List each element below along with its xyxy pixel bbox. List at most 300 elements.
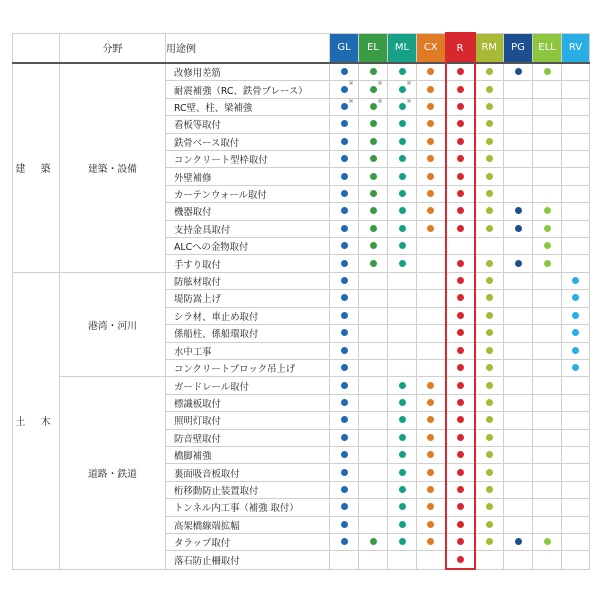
- mark-cell-ml: [388, 63, 417, 81]
- applicable-dot-icon: [341, 260, 348, 267]
- mark-cell-cx: [417, 185, 446, 202]
- mark-cell-rv: [562, 377, 590, 394]
- applicable-dot-icon: [341, 155, 348, 162]
- mark-cell-rm: [475, 151, 504, 168]
- usage-cell: 桁移動防止装置取付: [166, 481, 330, 498]
- applicable-dot-icon: [370, 190, 377, 197]
- mark-cell-rm: [475, 325, 504, 342]
- applicable-dot-icon: [486, 521, 493, 528]
- mark-cell-pg: [504, 412, 533, 429]
- mark-cell-el: [359, 325, 388, 342]
- usage-cell: 支持金具取付: [166, 220, 330, 237]
- mark-cell-el: [359, 342, 388, 359]
- usage-cell: 改修用差筋: [166, 63, 330, 81]
- applicable-dot-icon: [457, 538, 464, 545]
- applicable-dot-icon: [457, 416, 464, 423]
- mark-cell-pg: [504, 238, 533, 255]
- applicable-dot-icon: [399, 173, 406, 180]
- mark-cell-rv: [562, 412, 590, 429]
- applicable-dot-icon: [399, 155, 406, 162]
- applicable-dot-icon: [486, 382, 493, 389]
- applicable-dot-icon: [515, 538, 522, 545]
- header-category: [13, 33, 60, 63]
- mark-cell-rv: [562, 185, 590, 202]
- mark-cell-cx: [417, 203, 446, 220]
- mark-cell-rv: [562, 151, 590, 168]
- mark-cell-ell: [533, 394, 562, 411]
- mark-cell-ell: [533, 220, 562, 237]
- applicable-dot-icon: [341, 521, 348, 528]
- applicable-dot-icon: [370, 207, 377, 214]
- usage-cell: トンネル内工事（補強 取付）: [166, 499, 330, 516]
- mark-cell-ell: [533, 412, 562, 429]
- mark-cell-pg: [504, 116, 533, 133]
- mark-cell-el: [359, 220, 388, 237]
- mark-cell-r: [446, 307, 475, 324]
- applicable-dot-icon: [457, 173, 464, 180]
- mark-cell-rm: [475, 290, 504, 307]
- usage-cell: 外壁補修: [166, 168, 330, 185]
- applicable-dot-icon: [486, 469, 493, 476]
- mark-cell-gl: [330, 551, 359, 569]
- applicable-dot-icon: [399, 120, 406, 127]
- applicable-dot-icon: [486, 434, 493, 441]
- mark-cell-r: [446, 429, 475, 446]
- mark-cell-cx: [417, 290, 446, 307]
- usage-cell: 標識板取付: [166, 394, 330, 411]
- mark-cell-ell: [533, 342, 562, 359]
- usage-cell: 水中工事: [166, 342, 330, 359]
- applicable-dot-icon: [486, 347, 493, 354]
- mark-cell-cx: [417, 272, 446, 289]
- mark-cell-cx: [417, 325, 446, 342]
- applicable-dot-icon: [427, 190, 434, 197]
- applicable-dot-icon: [572, 329, 579, 336]
- applicable-dot-icon: [572, 364, 579, 371]
- mark-cell-ell: [533, 533, 562, 550]
- mark-cell-ml: [388, 446, 417, 463]
- mark-cell-gl: [330, 499, 359, 516]
- mark-cell-el: [359, 359, 388, 376]
- mark-cell-rm: [475, 63, 504, 81]
- usage-matrix-table: [12, 32, 590, 570]
- applicable-dot-icon: [457, 382, 464, 389]
- mark-cell-rm: [475, 499, 504, 516]
- mark-cell-pg: [504, 81, 533, 98]
- usage-cell: 防音壁取付: [166, 429, 330, 446]
- mark-cell-ell: [533, 481, 562, 498]
- usage-cell: RC壁、柱、梁補強: [166, 98, 330, 115]
- mark-cell-rv: [562, 499, 590, 516]
- mark-cell-gl: [330, 255, 359, 272]
- applicable-dot-icon: [370, 155, 377, 162]
- mark-cell-cx: [417, 81, 446, 98]
- applicable-dot-icon: [486, 120, 493, 127]
- applicable-dot-icon: [341, 120, 348, 127]
- mark-cell-r: [446, 81, 475, 98]
- mark-cell-rm: [475, 429, 504, 446]
- mark-cell-ml: [388, 464, 417, 481]
- applicable-dot-icon: [399, 190, 406, 197]
- mark-cell-gl: [330, 481, 359, 498]
- applicable-dot-icon: [399, 521, 406, 528]
- mark-cell-el: [359, 238, 388, 255]
- mark-cell-rm: [475, 220, 504, 237]
- table-row: [13, 272, 590, 289]
- applicable-dot-icon: [427, 399, 434, 406]
- mark-cell-ml: [388, 98, 417, 115]
- applicable-dot-icon: [399, 434, 406, 441]
- applicable-dot-icon: [457, 190, 464, 197]
- mark-cell-ml: [388, 551, 417, 569]
- mark-cell-ml: [388, 151, 417, 168]
- applicable-dot-icon: [457, 521, 464, 528]
- mark-cell-ml: [388, 255, 417, 272]
- applicable-dot-icon: [486, 207, 493, 214]
- mark-cell-el: [359, 203, 388, 220]
- mark-cell-gl: [330, 359, 359, 376]
- applicable-dot-icon: [486, 486, 493, 493]
- applicable-dot-icon: [341, 294, 348, 301]
- mark-cell-rv: [562, 464, 590, 481]
- mark-cell-ml: [388, 203, 417, 220]
- mark-cell-ml: [388, 81, 417, 98]
- mark-cell-el: [359, 98, 388, 115]
- header-field: 分野: [60, 33, 166, 63]
- applicable-dot-icon: [457, 347, 464, 354]
- applicable-dot-icon: [486, 451, 493, 458]
- mark-cell-gl: [330, 168, 359, 185]
- mark-cell-el: [359, 516, 388, 533]
- mark-cell-r: [446, 359, 475, 376]
- applicable-dot-icon: [427, 225, 434, 232]
- applicable-dot-icon: [341, 486, 348, 493]
- mark-cell-r: [446, 63, 475, 81]
- mark-cell-rm: [475, 377, 504, 394]
- applicable-dot-icon: [486, 225, 493, 232]
- mark-cell-r: [446, 220, 475, 237]
- mark-cell-ml: [388, 238, 417, 255]
- applicable-dot-icon: [370, 242, 377, 249]
- applicable-dot-icon: [341, 277, 348, 284]
- mark-cell-gl: [330, 98, 359, 115]
- applicable-dot-icon: [457, 155, 464, 162]
- applicable-dot-icon: [457, 556, 464, 563]
- applicable-dot-icon: [486, 155, 493, 162]
- applicable-dot-icon: [341, 190, 348, 197]
- applicable-dot-icon: [427, 521, 434, 528]
- mark-cell-gl: [330, 307, 359, 324]
- usage-cell: 落石防止柵取付: [166, 551, 330, 569]
- applicable-dot-icon: [457, 503, 464, 510]
- applicable-dot-icon: [341, 434, 348, 441]
- applicable-dot-icon: [457, 225, 464, 232]
- mark-cell-r: [446, 116, 475, 133]
- mark-cell-cx: [417, 481, 446, 498]
- code-header-r: R: [446, 33, 475, 63]
- applicable-dot-icon: [486, 294, 493, 301]
- mark-cell-rm: [475, 238, 504, 255]
- mark-cell-pg: [504, 98, 533, 115]
- applicable-dot-icon: [341, 416, 348, 423]
- mark-cell-ell: [533, 446, 562, 463]
- mark-cell-pg: [504, 394, 533, 411]
- applicable-dot-icon: [427, 451, 434, 458]
- applicable-dot-icon: [399, 416, 406, 423]
- applicable-dot-icon: [399, 503, 406, 510]
- applicable-dot-icon: [341, 329, 348, 336]
- mark-cell-ell: [533, 116, 562, 133]
- mark-cell-pg: [504, 255, 533, 272]
- applicable-dot-icon: [341, 347, 348, 354]
- mark-cell-rv: [562, 255, 590, 272]
- applicable-dot-icon: [486, 103, 493, 110]
- mark-cell-el: [359, 255, 388, 272]
- mark-cell-pg: [504, 307, 533, 324]
- usage-cell: 防舷材取付: [166, 272, 330, 289]
- mark-cell-ml: [388, 290, 417, 307]
- usage-cell: コンクリート型枠取付: [166, 151, 330, 168]
- field-cell: 港湾・河川: [60, 272, 166, 376]
- mark-cell-ell: [533, 151, 562, 168]
- mark-cell-ell: [533, 359, 562, 376]
- applicable-dot-icon: [399, 86, 406, 93]
- mark-cell-pg: [504, 359, 533, 376]
- mark-cell-r: [446, 394, 475, 411]
- mark-cell-rv: [562, 203, 590, 220]
- asterisk-note: ※: [348, 80, 354, 88]
- applicable-dot-icon: [457, 207, 464, 214]
- applicable-dot-icon: [457, 86, 464, 93]
- mark-cell-r: [446, 203, 475, 220]
- applicable-dot-icon: [341, 225, 348, 232]
- applicable-dot-icon: [399, 138, 406, 145]
- mark-cell-el: [359, 377, 388, 394]
- applicable-dot-icon: [427, 138, 434, 145]
- mark-cell-cx: [417, 412, 446, 429]
- mark-cell-pg: [504, 446, 533, 463]
- mark-cell-cx: [417, 238, 446, 255]
- applicable-dot-icon: [399, 225, 406, 232]
- usage-cell: 橋脚補強: [166, 446, 330, 463]
- usage-cell: 高架橋線端拡幅: [166, 516, 330, 533]
- mark-cell-r: [446, 98, 475, 115]
- usage-cell: カーテンウォール取付: [166, 185, 330, 202]
- applicable-dot-icon: [515, 68, 522, 75]
- applicable-dot-icon: [457, 364, 464, 371]
- mark-cell-rm: [475, 394, 504, 411]
- mark-cell-rm: [475, 481, 504, 498]
- mark-cell-rm: [475, 464, 504, 481]
- applicable-dot-icon: [370, 138, 377, 145]
- applicable-dot-icon: [486, 173, 493, 180]
- mark-cell-ml: [388, 499, 417, 516]
- mark-cell-el: [359, 551, 388, 569]
- mark-cell-ell: [533, 290, 562, 307]
- mark-cell-rv: [562, 81, 590, 98]
- mark-cell-gl: [330, 185, 359, 202]
- mark-cell-cx: [417, 394, 446, 411]
- mark-cell-rm: [475, 168, 504, 185]
- applicable-dot-icon: [457, 68, 464, 75]
- usage-cell: 係船柱、係船環取付: [166, 325, 330, 342]
- applicable-dot-icon: [515, 225, 522, 232]
- mark-cell-el: [359, 151, 388, 168]
- mark-cell-el: [359, 116, 388, 133]
- mark-cell-r: [446, 290, 475, 307]
- applicable-dot-icon: [457, 469, 464, 476]
- mark-cell-pg: [504, 133, 533, 150]
- mark-cell-ml: [388, 342, 417, 359]
- mark-cell-cx: [417, 359, 446, 376]
- applicable-dot-icon: [427, 155, 434, 162]
- mark-cell-rv: [562, 481, 590, 498]
- applicable-dot-icon: [370, 103, 377, 110]
- mark-cell-rv: [562, 238, 590, 255]
- mark-cell-pg: [504, 429, 533, 446]
- mark-cell-rv: [562, 133, 590, 150]
- applicable-dot-icon: [486, 312, 493, 319]
- category-cell: 建 築: [13, 63, 60, 272]
- applicable-dot-icon: [399, 382, 406, 389]
- mark-cell-pg: [504, 342, 533, 359]
- mark-cell-ell: [533, 81, 562, 98]
- applicable-dot-icon: [341, 364, 348, 371]
- applicable-dot-icon: [515, 207, 522, 214]
- mark-cell-el: [359, 272, 388, 289]
- mark-cell-ml: [388, 533, 417, 550]
- applicable-dot-icon: [341, 538, 348, 545]
- mark-cell-gl: [330, 238, 359, 255]
- applicable-dot-icon: [341, 503, 348, 510]
- mark-cell-cx: [417, 151, 446, 168]
- mark-cell-el: [359, 499, 388, 516]
- applicable-dot-icon: [399, 242, 406, 249]
- mark-cell-gl: [330, 290, 359, 307]
- mark-cell-el: [359, 133, 388, 150]
- mark-cell-cx: [417, 307, 446, 324]
- mark-cell-ell: [533, 429, 562, 446]
- mark-cell-rm: [475, 81, 504, 98]
- code-header-cx: CX: [417, 33, 446, 63]
- mark-cell-pg: [504, 516, 533, 533]
- applicable-dot-icon: [427, 86, 434, 93]
- applicable-dot-icon: [457, 434, 464, 441]
- applicable-dot-icon: [486, 399, 493, 406]
- header-row: [13, 33, 590, 63]
- mark-cell-cx: [417, 220, 446, 237]
- mark-cell-pg: [504, 272, 533, 289]
- mark-cell-r: [446, 516, 475, 533]
- code-header-el: EL: [359, 33, 388, 63]
- applicable-dot-icon: [572, 312, 579, 319]
- applicable-dot-icon: [486, 329, 493, 336]
- mark-cell-ell: [533, 272, 562, 289]
- usage-cell: ガードレール取付: [166, 377, 330, 394]
- applicable-dot-icon: [457, 486, 464, 493]
- applicable-dot-icon: [544, 538, 551, 545]
- mark-cell-ell: [533, 377, 562, 394]
- applicable-dot-icon: [370, 86, 377, 93]
- mark-cell-rv: [562, 394, 590, 411]
- mark-cell-rm: [475, 446, 504, 463]
- mark-cell-r: [446, 464, 475, 481]
- mark-cell-ml: [388, 359, 417, 376]
- usage-cell: コンクリートブロック吊上げ: [166, 359, 330, 376]
- mark-cell-ml: [388, 481, 417, 498]
- mark-cell-cx: [417, 464, 446, 481]
- mark-cell-rv: [562, 290, 590, 307]
- usage-cell: タラップ取付: [166, 533, 330, 550]
- applicable-dot-icon: [457, 120, 464, 127]
- usage-cell: シラ材、車止め取付: [166, 307, 330, 324]
- mark-cell-ml: [388, 429, 417, 446]
- mark-cell-rm: [475, 116, 504, 133]
- usage-cell: 機器取付: [166, 203, 330, 220]
- mark-cell-ml: [388, 272, 417, 289]
- applicable-dot-icon: [457, 103, 464, 110]
- applicable-dot-icon: [370, 260, 377, 267]
- applicable-dot-icon: [486, 538, 493, 545]
- mark-cell-rv: [562, 429, 590, 446]
- applicable-dot-icon: [341, 242, 348, 249]
- applicable-dot-icon: [427, 173, 434, 180]
- mark-cell-el: [359, 394, 388, 411]
- mark-cell-r: [446, 533, 475, 550]
- mark-cell-gl: [330, 429, 359, 446]
- usage-cell: 照明灯取付: [166, 412, 330, 429]
- mark-cell-ell: [533, 63, 562, 81]
- mark-cell-cx: [417, 551, 446, 569]
- mark-cell-gl: [330, 377, 359, 394]
- field-cell: 建築・設備: [60, 63, 166, 272]
- mark-cell-ml: [388, 220, 417, 237]
- applicable-dot-icon: [341, 173, 348, 180]
- mark-cell-cx: [417, 516, 446, 533]
- applicable-dot-icon: [399, 469, 406, 476]
- mark-cell-el: [359, 290, 388, 307]
- mark-cell-gl: [330, 516, 359, 533]
- mark-cell-gl: [330, 412, 359, 429]
- mark-cell-rm: [475, 307, 504, 324]
- mark-cell-gl: [330, 81, 359, 98]
- mark-cell-el: [359, 429, 388, 446]
- mark-cell-rv: [562, 325, 590, 342]
- applicable-dot-icon: [486, 416, 493, 423]
- mark-cell-rm: [475, 412, 504, 429]
- mark-cell-ell: [533, 133, 562, 150]
- asterisk-note: ※: [377, 80, 383, 88]
- applicable-dot-icon: [457, 312, 464, 319]
- applicable-dot-icon: [572, 347, 579, 354]
- applicable-dot-icon: [572, 277, 579, 284]
- mark-cell-cx: [417, 133, 446, 150]
- mark-cell-ml: [388, 307, 417, 324]
- mark-cell-rm: [475, 533, 504, 550]
- mark-cell-pg: [504, 185, 533, 202]
- mark-cell-ml: [388, 168, 417, 185]
- applicable-dot-icon: [457, 138, 464, 145]
- mark-cell-rv: [562, 116, 590, 133]
- applicable-dot-icon: [370, 173, 377, 180]
- mark-cell-r: [446, 255, 475, 272]
- mark-cell-rm: [475, 133, 504, 150]
- applicable-dot-icon: [399, 538, 406, 545]
- mark-cell-ell: [533, 551, 562, 569]
- applicable-dot-icon: [427, 434, 434, 441]
- mark-cell-rv: [562, 359, 590, 376]
- mark-cell-ell: [533, 325, 562, 342]
